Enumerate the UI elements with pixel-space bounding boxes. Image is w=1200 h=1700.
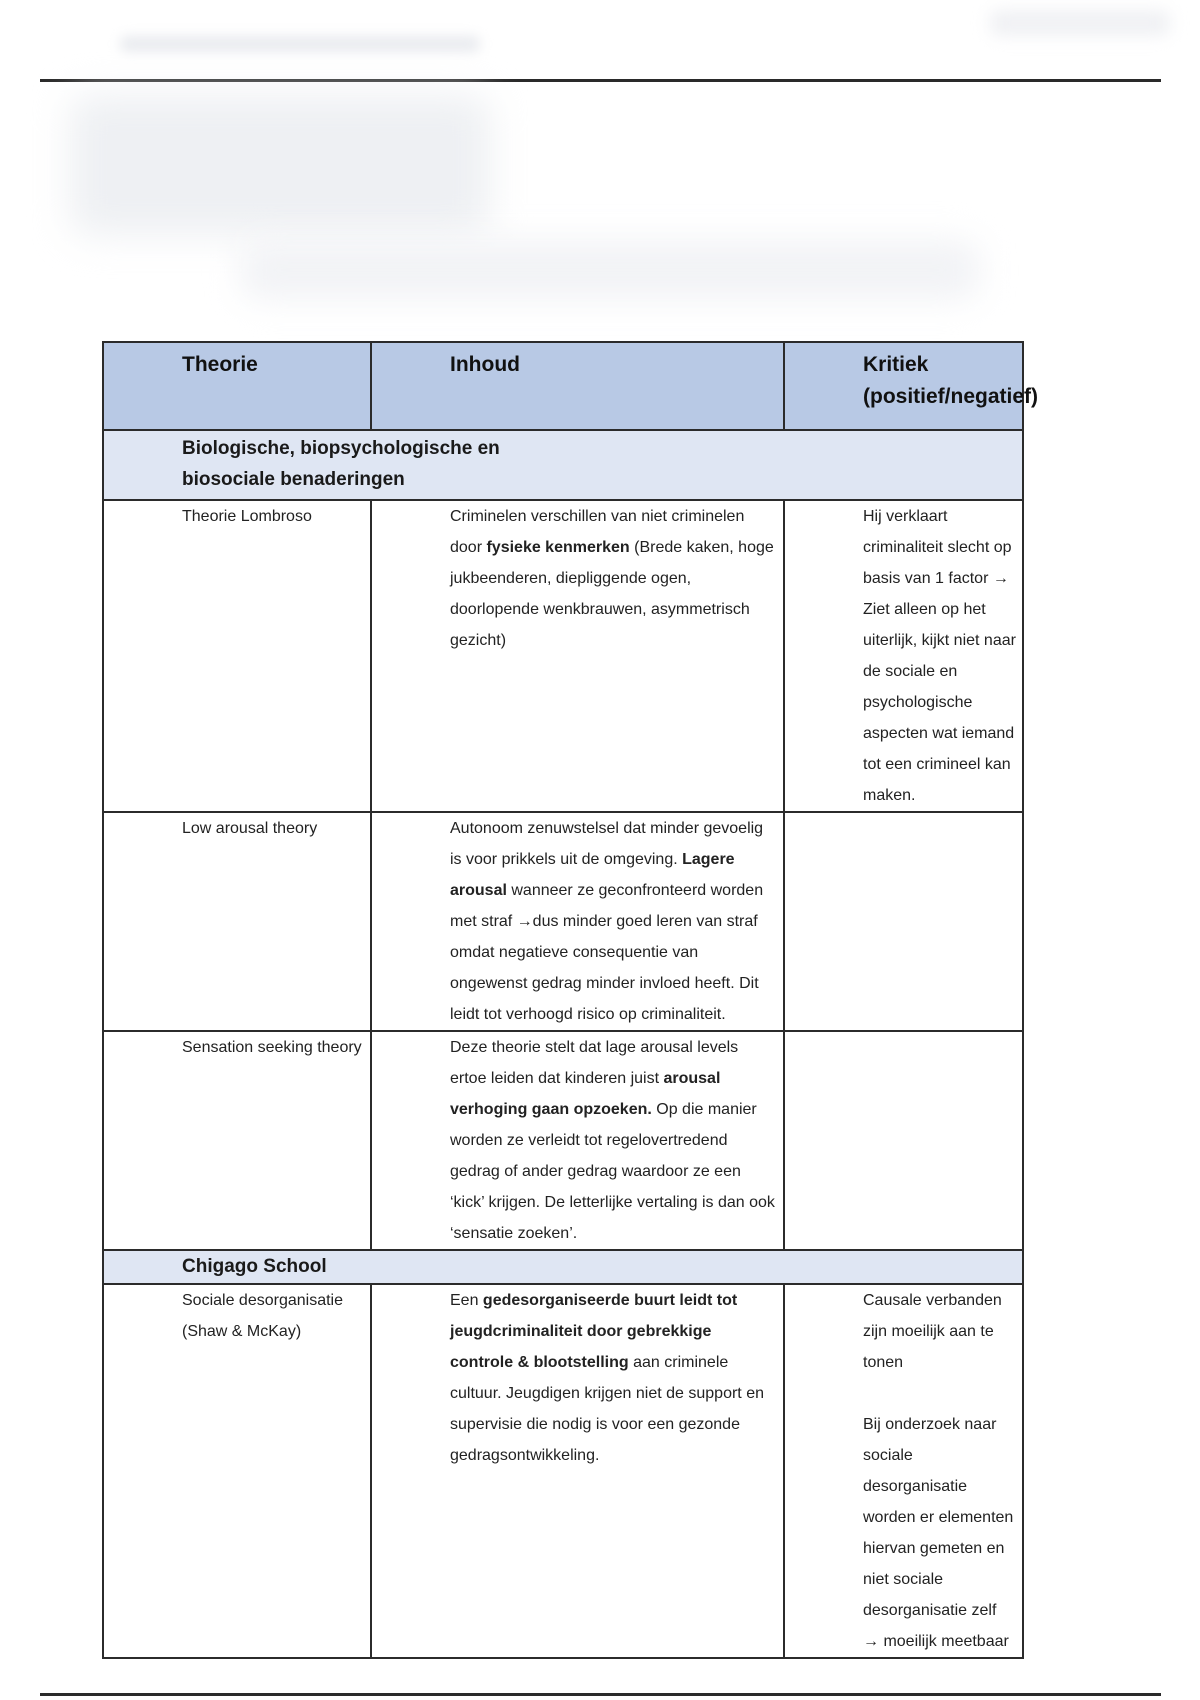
cell-kritiek [784,812,1023,1031]
blurred-header-text [120,36,480,52]
cell-inhoud: Een gedesorganiseerde buurt leidt tot jeugdcriminaliteit door gebrekkige controle & blootstelling aan criminele cultuur. Jeugdigen krijgen niet de support en supervisie die nodig is voor een gezonde gedragsontwikkeling. [371,1284,784,1658]
header-kritiek: Kritiek (positief/negatief) [784,342,1023,430]
header-inhoud: Inhoud [371,342,784,430]
table-header-row [103,342,1023,430]
header-theorie: Theorie [103,342,371,430]
blurred-header-text [990,10,1170,36]
cell-theorie: Sociale desorganisatie (Shaw & McKay) [103,1284,371,1658]
section-row [103,1250,1023,1284]
header-rule [40,79,1161,82]
blurred-logo-area [70,95,490,235]
cell-theorie: Sensation seeking theory [103,1031,371,1250]
cell-theorie: Low arousal theory [103,812,371,1031]
section-row [103,430,1023,500]
section-title: Chigago School [103,1250,1023,1284]
cell-inhoud: Criminelen verschillen van niet criminelen door fysieke kenmerken (Brede kaken, hoge jukbeenderen, diepliggende ogen, doorlopende wenkbrauwen, asymmetrisch gezicht) [371,500,784,812]
cell-inhoud: Autonoom zenuwstelsel dat minder gevoelig is voor prikkels uit de omgeving. Lagere arousal wanneer ze geconfronteerd worden met straf →dus minder goed leren van straf omdat negatieve consequentie van ongewenst gedrag minder invloed heeft. Dit leidt tot verhoogd risico op criminaliteit. [371,812,784,1031]
table-row [103,1284,1023,1658]
section-title: Biologische, biopsychologische en biosociale benaderingen [103,430,1023,500]
kritiek-paragraph: Bij onderzoek naar sociale desorganisatie worden er elementen hiervan gemeten en niet sociale desorganisatie zelf → moeilijk meetbaar [863,1416,1014,1650]
kritiek-paragraph: Causale verbanden zijn moeilijk aan te tonen [863,1292,1002,1371]
cell-kritiek [784,1284,1023,1658]
theory-table [102,341,1039,1659]
cell-kritiek: Hij verklaart criminaliteit slecht op basis van 1 factor → Ziet alleen op het uiterlijk, kijkt niet naar de sociale en psychologische aspecten wat iemand tot een crimineel kan maken. [784,500,1023,812]
cell-theorie: Theorie Lombroso [103,500,371,812]
footer-rule [40,1693,1161,1696]
cell-inhoud: Deze theorie stelt dat lage arousal levels ertoe leiden dat kinderen juist arousal verhoging gaan opzoeken. Op die manier worden ze verleidt tot regelovertredend gedrag of ander gedrag waardoor ze een ‘kick’ krijgen. De letterlijke vertaling is dan ook ‘sensatie zoeken’. [371,1031,784,1250]
cell-kritiek [784,1031,1023,1250]
table-row [103,1031,1023,1250]
blurred-title-area [240,240,980,300]
table-row [103,812,1023,1031]
table-row [103,500,1023,812]
